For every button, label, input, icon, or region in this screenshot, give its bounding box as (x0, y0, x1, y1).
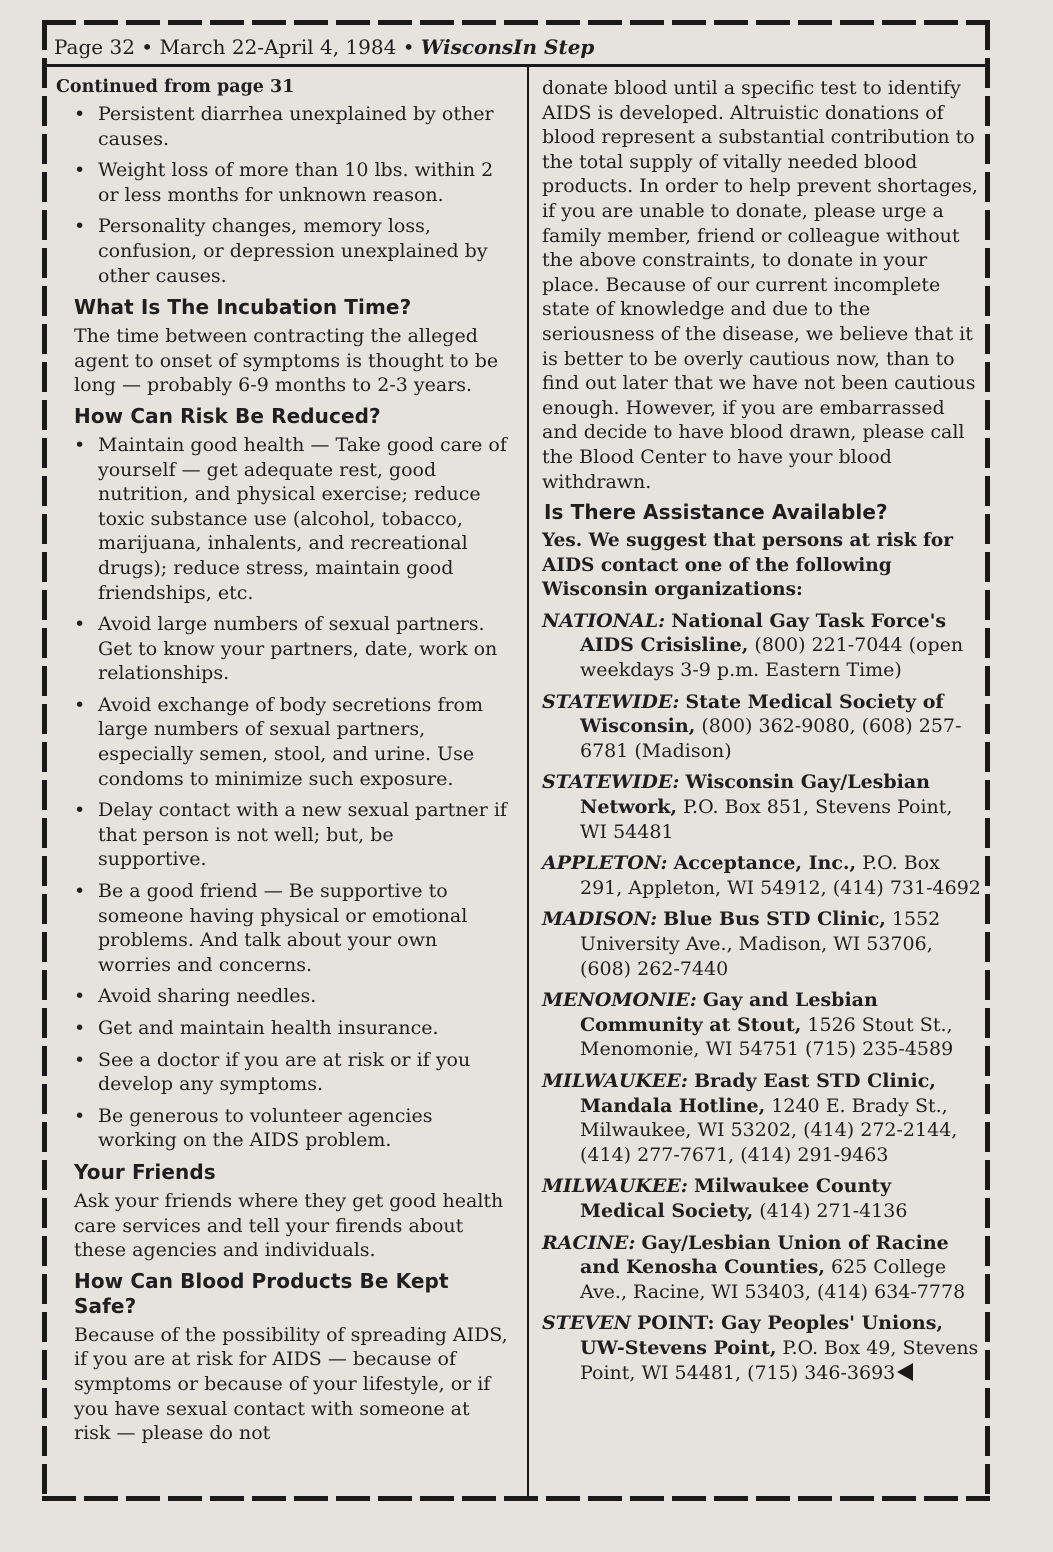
organization-entry (542, 1174, 982, 1223)
header-separator: • (402, 35, 415, 59)
right-column (542, 76, 982, 1392)
blood-safety-heading: How Can Blood Products Be Kept Safe? (74, 1268, 449, 1318)
org-detail: 1240 E. Brady St., Milwaukee, WI 53202, (414) 272-2144, (414) 277-7671, (414) 291-9463 (580, 1094, 958, 1166)
assistance-lead: Yes. We suggest that persons at risk for AIDS contact one of the following Wisconsin organizations: (542, 530, 954, 601)
list-item: • Be a good friend — Be supportive to someone having physical or emotional problems. And talk about your own worries and concerns. (56, 879, 508, 977)
issue-date: March 22-April 4, 1984 (159, 35, 397, 59)
list-item: • Get and maintain health insurance. (56, 1016, 508, 1041)
org-location: STATEWIDE: (542, 690, 680, 713)
org-name: POINT: Gay Peoples' Unions, UW-Stevens Point, (580, 1312, 944, 1359)
header-separator: • (141, 35, 154, 59)
list-item: • Avoid exchange of body secretions from large numbers of sexual partners, especially semen, stool, and urine. Use condoms to minimize such exposure. (56, 693, 508, 791)
organization-entry (542, 690, 982, 764)
org-location: STEVEN (542, 1312, 631, 1335)
list-item: • Avoid sharing needles. (56, 984, 508, 1009)
list-item: • Maintain good health — Take good care of yourself — get adequate rest, good nutrition, and physical exercise; reduce toxic substance use (alcohol, tobacco, marijuana, inhalents, and recreational drugs); reduce stress, maintain good friendships, etc. (56, 433, 508, 605)
org-name: Milwaukee County Medical Society, (580, 1175, 892, 1222)
organization-entry (542, 1231, 982, 1305)
org-detail: (414) 271-4136 (759, 1199, 908, 1222)
page-number: Page 32 (54, 35, 135, 59)
org-name: Gay/Lesbian Union of Racine and Kenosha Counties, (580, 1231, 949, 1279)
organization-entry (542, 770, 982, 844)
org-location: MADISON: (542, 908, 658, 931)
organization-entry (542, 851, 982, 900)
blood-safety-continued: donate blood until a specific test to identify AIDS is developed. Altruistic donations of blood represent a substantial contribution to the total supply of vitally needed blood products. In order to help prevent shortages, if you are unable to donate, please urge a family member, friend or colleague without the above constraints, to donate in your place. Because of our current incomplete state of knowledge and due to the seriousness of the disease, we believe that it is better to be overly cautious now, than to find out later that we have not been cautious enough. However, if you are embarrassed and decide to have blood drawn, please call the Blood Center to have your blood withdrawn. (542, 77, 978, 493)
organization-list (542, 609, 982, 1385)
org-name: Blue Bus STD Clinic, (663, 908, 886, 931)
incubation-heading: What Is The Incubation Time? (74, 295, 412, 320)
list-item: • Avoid large numbers of sexual partners. Get to know your partners, date, work on relationships. (56, 612, 508, 686)
org-detail: P.O. Box 49, Stevens Point, WI 54481, (715) 346-3693 (580, 1336, 979, 1384)
org-location: NATIONAL: (542, 609, 666, 632)
org-detail: 1526 Stout St., Menomonie, WI 54751 (715) 235-4589 (580, 1013, 954, 1061)
dashed-frame-right (985, 20, 990, 1501)
list-item: • See a doctor if you are at risk or if you develop any symptoms. (56, 1048, 508, 1097)
risk-heading: How Can Risk Be Reduced? (74, 403, 381, 428)
dashed-frame-left (42, 20, 47, 1501)
org-detail: P.O. Box 291, Appleton, WI 54912, (414) 731-4692 (580, 852, 981, 899)
org-name: Brady East STD Clinic, Mandala Hotline, (580, 1069, 936, 1117)
org-location: MILWAUKEE: (542, 1175, 688, 1198)
organization-entry (542, 1311, 982, 1385)
org-location: RACINE: (542, 1231, 636, 1254)
org-location: MILWAUKEE: (542, 1069, 688, 1092)
org-name: Wisconsin Gay/Lesbian Network, (580, 771, 930, 819)
friends-text: Ask your friends where they get good health care services and tell your firends about these agencies and individuals. (74, 1189, 504, 1262)
friends-heading: Your Friends (74, 1159, 216, 1184)
organization-entry (542, 609, 982, 683)
org-location: APPLETON: (542, 852, 668, 875)
org-name: State Medical Society of Wisconsin, (580, 690, 944, 738)
organization-entry (542, 907, 982, 981)
column-divider (527, 67, 529, 1496)
dashed-frame-bottom (42, 1496, 990, 1501)
left-column (56, 74, 508, 1446)
page-header (54, 30, 974, 64)
list-item: • Personality changes, memory loss, confusion, or depression unexplained by other causes. (56, 214, 508, 288)
list-item: • Be generous to volunteer agencies working on the AIDS problem. (56, 1104, 508, 1153)
publication-name: WisconsIn Step (420, 35, 595, 59)
risk-list (56, 433, 508, 1153)
org-name: Acceptance, Inc., (673, 852, 857, 875)
blood-safety-text: Because of the possibility of spreading AIDS, if you are at risk for AIDS — because of symptoms or because of your lifestyle, or if you have sexual contact with someone at risk — please do not (74, 1323, 508, 1445)
org-detail: 1552 University Ave., Madison, WI 53706, (608) 262-7440 (580, 908, 941, 980)
list-item: • Persistent diarrhea unexplained by other causes. (56, 102, 508, 151)
incubation-text: The time between contracting the alleged agent to onset of symptoms is thought to be long — probably 6-9 months to 2-3 years. (74, 325, 499, 397)
header-rule (47, 64, 985, 67)
org-detail: P.O. Box 851, Stevens Point, WI 54481 (580, 796, 953, 843)
org-detail: (800) 221-7044 (open weekdays 3-9 p.m. Eastern Time) (580, 634, 964, 682)
org-detail: 625 College Ave., Racine, WI 53403, (414) 634-7778 (580, 1256, 966, 1303)
organization-entry (542, 988, 982, 1062)
left-triangle-end-mark-icon (897, 1363, 913, 1381)
org-detail: (800) 362-9080, (608) 257-6781 (Madison) (580, 715, 962, 762)
org-name: National Gay Task Force's AIDS Crisisline, (580, 609, 947, 657)
list-item: • Delay contact with a new sexual partner if that person is not well; but, be supportive. (56, 798, 508, 872)
assistance-heading: Is There Assistance Available? (544, 500, 888, 525)
organization-entry (542, 1069, 982, 1167)
org-name: Gay and Lesbian Community at Stout, (580, 989, 878, 1036)
dashed-frame-top (42, 20, 990, 25)
symptom-list (56, 102, 508, 288)
org-location: STATEWIDE: (542, 771, 680, 794)
list-item: • Weight loss of more than 10 lbs. within 2 or less months for unknown reason. (56, 158, 508, 207)
org-location: MENOMONIE: (542, 989, 697, 1012)
continued-label: Continued from page 31 (56, 77, 295, 97)
